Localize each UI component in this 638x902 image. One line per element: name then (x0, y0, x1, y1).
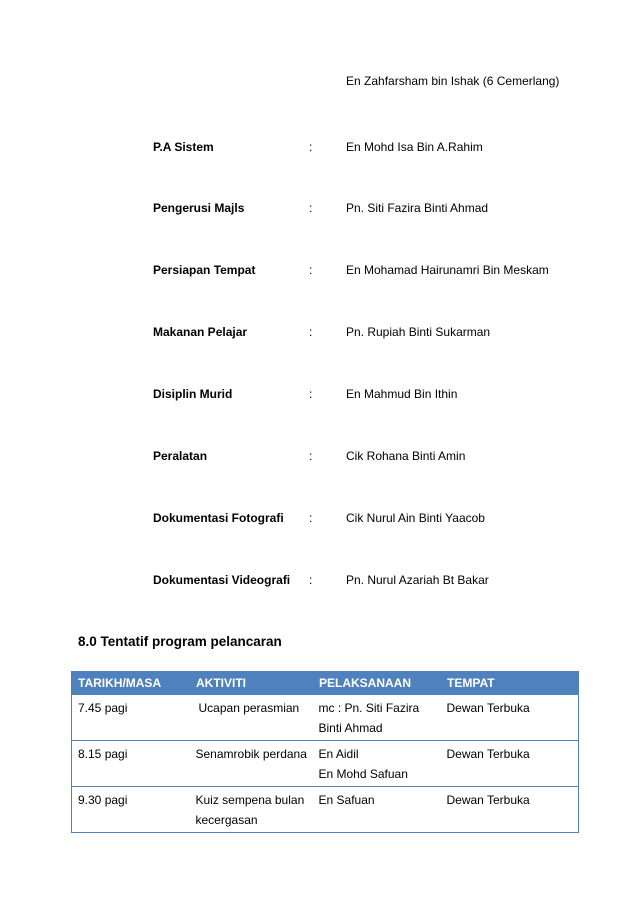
committee-role: Dokumentasi Videografi (153, 573, 291, 587)
committee-colon: : (309, 511, 313, 525)
activity-cell (190, 695, 313, 741)
committee-role: Disiplin Murid (153, 387, 233, 401)
committee-colon: : (309, 387, 313, 401)
committee-colon: : (309, 263, 313, 277)
time-cell: 8.15 pagi (72, 741, 190, 787)
person-in-charge-cell (313, 741, 441, 787)
activity-text: Ucapan perasmian (198, 701, 300, 715)
committee-person: En Mohd Isa Bin A.Rahim (346, 140, 483, 154)
schedule-table (71, 671, 579, 833)
committee-role: P.A Sistem (153, 140, 214, 154)
person-text: mc : Pn. Siti Fazira (318, 701, 420, 715)
place-cell: Dewan Terbuka (441, 741, 579, 787)
column-header: TARIKH/MASA (72, 672, 190, 695)
person-in-charge-cell (313, 695, 441, 741)
committee-person: Cik Rohana Binti Amin (346, 449, 466, 463)
person-text: Binti Ahmad (318, 721, 383, 735)
committee-person: Pn. Nurul Azariah Bt Bakar (346, 573, 489, 587)
table-header-row (72, 672, 579, 695)
activity-cell (190, 741, 313, 787)
committee-role: Peralatan (153, 449, 208, 463)
committee-role: Dokumentasi Fotografi (153, 511, 284, 525)
committee-person: En Mohamad Hairunamri Bin Meskam (346, 263, 549, 277)
activity-text: Senamrobik perdana (195, 747, 307, 761)
person-text: En Mohd Safuan (318, 767, 408, 781)
committee-person: Pn. Rupiah Binti Sukarman (346, 325, 491, 339)
committee-role: Makanan Pelajar (153, 325, 248, 339)
column-header: TEMPAT (441, 672, 579, 695)
column-header: PELAKSANAAN (313, 672, 441, 695)
table-row (72, 695, 579, 741)
committee-colon: : (309, 325, 313, 339)
person-text: En Aidil (318, 747, 359, 761)
committee-colon: : (309, 140, 313, 154)
table-row (72, 741, 579, 787)
time-cell: 7.45 pagi (72, 695, 190, 741)
committee-continuation-line: En Zahfarsham bin Ishak (6 Cemerlang) (346, 74, 560, 88)
activity-cell (190, 787, 313, 833)
table-row (72, 787, 579, 833)
committee-person: Cik Nurul Ain Binti Yaacob (346, 511, 485, 525)
person-in-charge-cell (313, 787, 441, 833)
committee-colon: : (309, 201, 313, 215)
activity-text: Kuiz sempena bulan (195, 793, 305, 807)
place-cell: Dewan Terbuka (441, 787, 579, 833)
committee-role: Pengerusi Majls (153, 201, 245, 215)
committee-person: Pn. Siti Fazira Binti Ahmad (346, 201, 489, 215)
column-header: AKTIVITI (190, 672, 313, 695)
section-title: 8.0 Tentatif program pelancaran (78, 634, 282, 649)
committee-person: En Mahmud Bin Ithin (346, 387, 458, 401)
committee-colon: : (309, 449, 313, 463)
committee-colon: : (309, 573, 313, 587)
committee-role: Persiapan Tempat (153, 263, 256, 277)
time-cell: 9.30 pagi (72, 787, 190, 833)
place-cell: Dewan Terbuka (441, 695, 579, 741)
person-text: En Safuan (318, 793, 375, 807)
activity-text: kecergasan (195, 813, 258, 827)
